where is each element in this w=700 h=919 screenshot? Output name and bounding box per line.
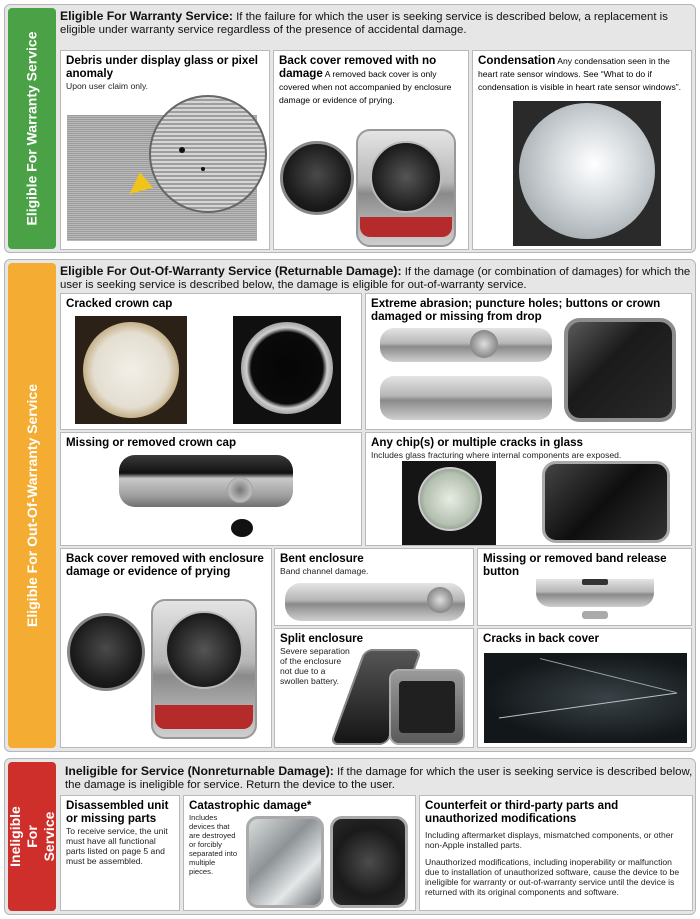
warranty-intro <box>60 10 692 37</box>
debris-spot <box>179 147 185 153</box>
oow-band <box>8 263 56 748</box>
ineligible-intro-title: Ineligible for Service (Nonreturnable Damage): <box>65 764 334 778</box>
card-debris-title: Debris under display glass or pixel anomaly <box>66 54 259 80</box>
warranty-section <box>4 4 696 253</box>
card-split-enclosure-title: Split enclosure <box>280 632 364 645</box>
ineligible-section <box>4 758 696 915</box>
pried-watch-interior <box>165 611 243 689</box>
ineligible-intro-text: If the damage for which the user is seeking service is described below, the damage is ineligible for service. Return the device to the user. <box>65 766 693 791</box>
card-bent-enclosure <box>274 548 474 626</box>
card-back-cover-damage-title: Back cover removed with enclosure damage or evidence of prying <box>66 552 264 578</box>
card-catastrophic <box>183 795 416 911</box>
cracked-glass-photo-2 <box>542 461 670 543</box>
card-cracked-crown-cap-title: Cracked crown cap <box>66 297 173 310</box>
card-cracks-back-cover <box>477 628 692 748</box>
card-chips-cracks-desc: Includes glass fracturing where internal components are exposed. <box>371 450 622 460</box>
card-missing-crown-cap <box>60 432 362 546</box>
card-debris <box>60 50 270 250</box>
abrasion-screen-photo <box>564 318 676 422</box>
cracked-glass-circle <box>418 467 482 531</box>
oow-band-label: Eligible For Out-Of-Warranty Service <box>23 384 40 627</box>
abrasion-side-photo-1 <box>380 328 552 362</box>
card-condensation <box>472 50 692 250</box>
card-counterfeit <box>419 795 693 911</box>
pried-red-strip <box>155 705 253 729</box>
card-condensation-title-text: Condensation <box>478 54 556 67</box>
oow-intro-text: If the damage (or combination of damages) for which the user is seeking service is described below, the damage is eligible for out-of-warranty service. <box>60 266 691 291</box>
debris-spot <box>201 167 205 171</box>
back-cover-photo <box>280 141 354 215</box>
shattered-watch-photo-2 <box>330 816 408 908</box>
warranty-band-label: Eligible For Warranty Service <box>23 31 40 226</box>
card-cracks-back-cover-title: Cracks in back cover <box>483 632 600 645</box>
card-disassembled-desc: To receive service, the unit must have all functional parts listed on page 5 and must be assembled. <box>66 826 168 866</box>
crown-cap-1 <box>83 322 179 418</box>
card-disassembled-title: Disassembled unit or missing parts <box>66 799 169 825</box>
ineligible-band <box>8 762 56 911</box>
card-cracked-crown-cap <box>60 293 362 430</box>
abrasion-side-photo-2 <box>380 376 552 420</box>
cracked-back-photo <box>484 653 687 743</box>
card-missing-band-button-title: Missing or removed band release button <box>483 552 667 578</box>
watch-side-photo <box>119 455 293 507</box>
warranty-intro-text: If the failure for which the user is seeking service is described below, a replacement is eligible under warranty service regardless of the presence of accidental damage. <box>60 11 668 36</box>
card-back-cover-title <box>274 51 468 106</box>
removed-cap <box>231 519 253 537</box>
oow-intro-title: Eligible For Out-Of-Warranty Service (Returnable Damage): <box>60 264 402 278</box>
card-back-cover-damage <box>60 548 272 748</box>
card-disassembled <box>60 795 180 911</box>
split-internal <box>399 681 455 733</box>
card-back-cover-no-damage <box>273 50 469 250</box>
card-chips-cracks-title: Any chip(s) or multiple cracks in glass <box>371 436 583 449</box>
card-counterfeit-desc-2: Unauthorized modifications, including inoperability or malfunction due to installation of unauthorized software, cause the device to be ineligible for warranty or out-of-warranty service until the device is returned with its original components and software. <box>425 857 680 897</box>
red-band-strip <box>360 217 452 237</box>
card-counterfeit-title: Counterfeit or third-party parts and unauthorized modifications <box>425 799 619 825</box>
card-condensation-desc: Any condensation seen in the heart rate sensor windows. See “What to do if condensation is visible in heart rate sensor windows”. <box>478 56 682 92</box>
card-back-cover-title-text: Back cover removed with no damage <box>279 54 437 80</box>
crown-no-cap <box>227 477 253 503</box>
warranty-band <box>8 8 56 249</box>
warranty-intro-title: Eligible For Warranty Service: <box>60 9 233 23</box>
ineligible-intro <box>65 765 693 792</box>
card-condensation-title <box>473 51 691 93</box>
band-slot-hole <box>582 579 608 585</box>
card-split-enclosure-desc: Severe separation of the enclosure not due to a swollen battery. <box>280 646 350 686</box>
crown-knob <box>470 330 498 358</box>
card-catastrophic-title: Catastrophic damage* <box>189 799 312 812</box>
card-split-enclosure <box>274 628 474 748</box>
watch-interior-photo <box>370 141 442 213</box>
card-bent-enclosure-desc: Band channel damage. <box>280 566 369 576</box>
release-button-part <box>582 611 608 619</box>
card-extreme-abrasion <box>365 293 692 430</box>
pried-back-cover-photo <box>67 613 145 691</box>
card-bent-enclosure-title: Bent enclosure <box>280 552 364 565</box>
card-counterfeit-desc: Including aftermarket displays, mismatched components, or other non-Apple installed parts. <box>425 830 674 850</box>
sensor-window <box>519 103 655 239</box>
card-debris-desc: Upon user claim only. <box>66 81 148 91</box>
card-extreme-abrasion-title: Extreme abrasion; puncture holes; buttons or crown damaged or missing from drop <box>371 297 661 323</box>
magnifier-circle <box>149 95 267 213</box>
oow-intro <box>60 265 692 292</box>
card-chips-cracks <box>365 432 692 546</box>
card-missing-crown-cap-title: Missing or removed crown cap <box>66 436 237 449</box>
ineligible-band-label: Ineligible For Service <box>6 806 57 867</box>
crown-cap-2 <box>241 322 333 414</box>
bent-crown <box>427 587 453 613</box>
shattered-watch-photo-1 <box>246 816 324 908</box>
card-catastrophic-desc: Includes devices that are destroyed or forcibly separated into multiple pieces. <box>189 813 238 876</box>
card-missing-band-button <box>477 548 692 626</box>
oow-section <box>4 259 696 752</box>
card-back-cover-desc: A removed back cover is only covered when not accompanied by enclosure damage or evidence of prying. <box>279 69 452 105</box>
